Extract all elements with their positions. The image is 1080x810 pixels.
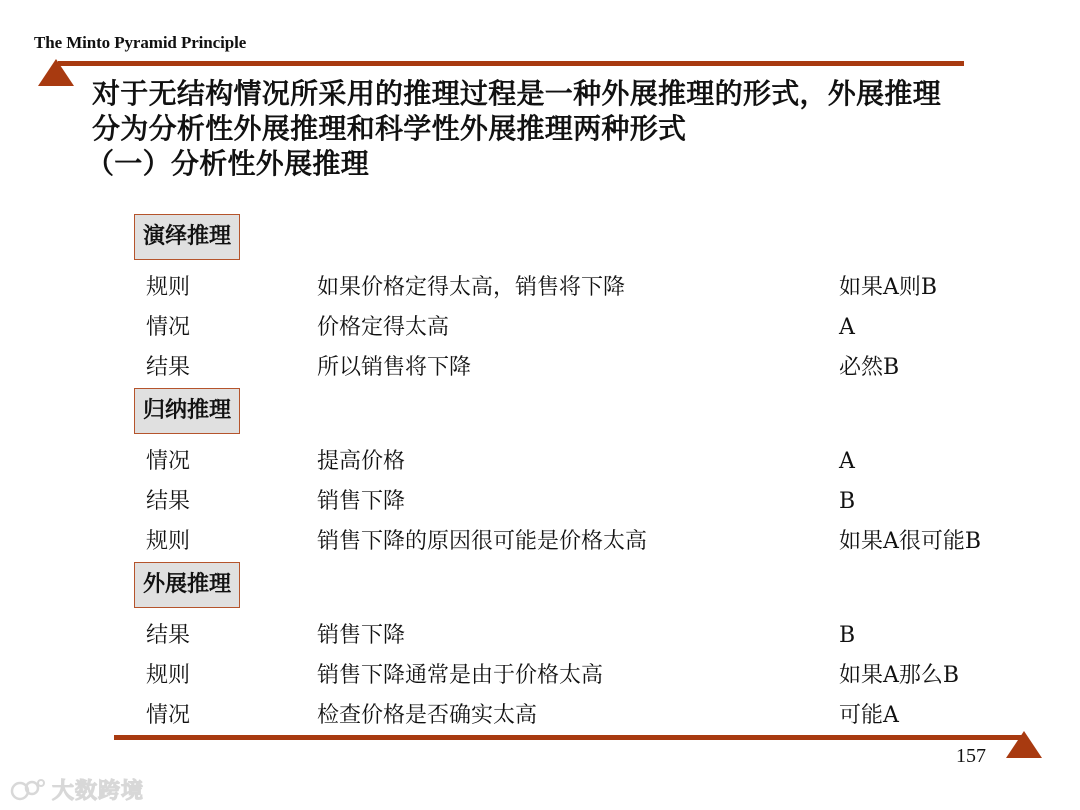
row-term: 规则 bbox=[146, 275, 191, 300]
row-term: 结果 bbox=[146, 355, 191, 380]
section-tag: 演绎推理 bbox=[134, 214, 240, 260]
row-description: 销售下降 bbox=[317, 623, 406, 648]
row-description: 销售下降 bbox=[317, 489, 406, 514]
slide-title bbox=[86, 76, 1052, 181]
row-term: 规则 bbox=[146, 529, 191, 554]
row-description: 价格定得太高 bbox=[317, 315, 450, 340]
row-logic: 如果A很可能B bbox=[839, 529, 982, 554]
row-description: 所以销售将下降 bbox=[317, 355, 472, 380]
row-logic: 如果A那么B bbox=[839, 663, 960, 688]
section-deductive bbox=[134, 214, 1014, 388]
row-logic: B bbox=[839, 623, 856, 648]
row-logic: 如果A则B bbox=[839, 275, 938, 300]
top-rule bbox=[58, 61, 964, 66]
table-row bbox=[134, 482, 1014, 522]
row-term: 规则 bbox=[146, 663, 191, 688]
section-abductive bbox=[134, 562, 1014, 736]
watermark bbox=[8, 774, 144, 805]
row-term: 情况 bbox=[146, 315, 191, 340]
title-line-2: 分为分析性外展推理和科学性外展推理两种形式 bbox=[92, 112, 687, 145]
table-row bbox=[134, 616, 1014, 656]
table-row bbox=[134, 696, 1014, 736]
table-row bbox=[134, 656, 1014, 696]
row-term: 情况 bbox=[146, 703, 191, 728]
header-label: The Minto Pyramid Principle bbox=[34, 33, 247, 52]
page-number: 157 bbox=[956, 745, 986, 767]
bottom-rule bbox=[114, 735, 1026, 740]
top-rule-bar bbox=[58, 61, 964, 66]
table-row bbox=[134, 348, 1014, 388]
row-term: 情况 bbox=[146, 449, 191, 474]
bottom-rule-bar bbox=[114, 735, 1026, 740]
watermark-text: 大数跨境 bbox=[52, 779, 145, 804]
row-logic: A bbox=[839, 315, 855, 340]
section-rows bbox=[134, 434, 1014, 562]
row-logic: A bbox=[839, 449, 855, 474]
title-line-3: （一）分析性外展推理 bbox=[86, 147, 370, 180]
top-triangle-icon bbox=[38, 59, 74, 86]
section-rows bbox=[134, 608, 1014, 736]
bottom-triangle-icon bbox=[1006, 731, 1042, 758]
watermark-icon-dot bbox=[38, 780, 44, 786]
row-logic: 必然B bbox=[839, 355, 900, 380]
link-loop-icon bbox=[8, 777, 46, 803]
reasoning-table bbox=[134, 214, 1014, 736]
row-logic: 可能A bbox=[839, 703, 899, 728]
row-description: 销售下降通常是由于价格太高 bbox=[317, 663, 604, 688]
table-row bbox=[134, 268, 1014, 308]
table-row bbox=[134, 522, 1014, 562]
row-description: 如果价格定得太高，销售将下降 bbox=[317, 275, 626, 300]
row-logic: B bbox=[839, 489, 856, 514]
section-inductive bbox=[134, 388, 1014, 562]
row-description: 检查价格是否确实太高 bbox=[317, 703, 538, 728]
row-description: 销售下降的原因很可能是价格太高 bbox=[317, 529, 648, 554]
section-tag: 外展推理 bbox=[134, 562, 240, 608]
row-term: 结果 bbox=[146, 489, 191, 514]
section-rows bbox=[134, 260, 1014, 388]
table-row bbox=[134, 308, 1014, 348]
table-row bbox=[134, 442, 1014, 482]
row-description: 提高价格 bbox=[317, 449, 406, 474]
section-tag: 归纳推理 bbox=[134, 388, 240, 434]
title-line-1: 对于无结构情况所采用的推理过程是一种外展推理的形式，外展推理 bbox=[92, 77, 942, 110]
row-term: 结果 bbox=[146, 623, 191, 648]
